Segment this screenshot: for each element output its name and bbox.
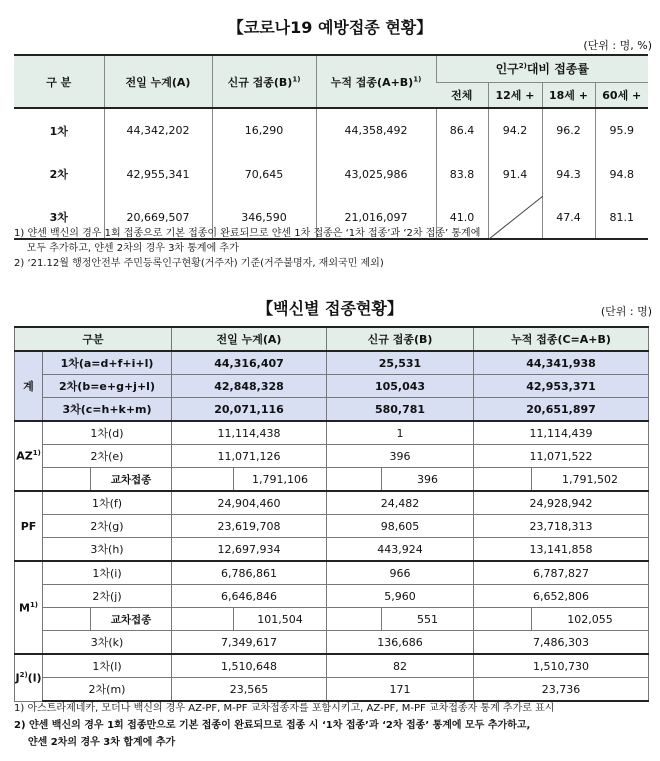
table-row: 3차 20,669,507 346,590 21,016,097 41.0 47.4 81.1 <box>14 196 648 239</box>
footnotes-2: 1) 아스트라제네카, 모더나 백신의 경우 AZ-PF, M-PF 교차접종자를 포함시키고, AZ-PF, M-PF 교차접종자 통계 추가로 표시 2) 얀센 백신의 경우 1회 접종만으로 기본 접종이 완료되므로 접종 시 ‘1차 접종’과 ‘2차 접종’ 통계에 모두 추가하고, 얀센 2차의 경우 3차 합계에 추가 <box>14 703 555 748</box>
header-new: 신규 접종$(B)^{1)}$ <box>212 55 316 108</box>
vaccination-status-table <box>14 54 648 240</box>
header-gubun: 구 분 <box>14 55 104 108</box>
header-prev-total: 전일 누계(A) <box>104 55 212 108</box>
table-row: 2차 42,955,341 70,645 43,025,986 83.8 91.4 94.3 94.8 <box>14 152 648 196</box>
vaccine-breakdown-table: 구분 전일 누계(A) 신규 접종(B) 누적 접종(C=A+B) 계 1차(a=d+f+i+l) 44,316,407 25,531 44,341,938 2차(b=e+g+j+l) 42,848,328 105,043 42,953,371 3차(c=h+k+m) 20,071,116 580,781 20,651,897 AZ$^{1)}$ 1차(d) 11,114,438 1 11,114,439 2차(e) 11,071,126 396 11,071,522 교차접종 1,791,106 396 1,791,502 PF 1차(f) 24,904,460 24,482 24,928,942 2차(g) 23,619,708 98,605 23,718,313 3차(h) 12,697,934 443,924 13,141,858 $M^{1)}$ 1차(i) 6,786,861 966 6,787,827 2차(j) 6,646,846 5,960 6,652,806 교차접종 101,504 551 102,055 3차(k) 7,349,617 136,686 7,486,303 $J^{2)}(l)$ 1차(l) 1,510,648 82 1,510,730 2차(m) 23,565 171 23,736 <box>14 326 649 702</box>
cross-vaccination-label: 교차접종 <box>91 608 172 631</box>
header-all: 전체 <box>436 82 488 108</box>
header-gubun: 구분 <box>15 327 172 351</box>
header-12plus: 12세 + <box>488 82 542 108</box>
header-new: 신규 접종(B) <box>327 327 474 351</box>
vaccine-status-title: 【백신별 접종현황】 <box>257 299 403 318</box>
header-prev-total: 전일 누계(A) <box>172 327 327 351</box>
diagonal-line <box>489 196 543 239</box>
cross-vaccination-label: 교차접종 <box>91 468 172 492</box>
header-cumulative: 누적 접종(C=A+B) <box>474 327 649 351</box>
diagonal-cell <box>488 196 542 239</box>
total-label: 계 <box>15 351 43 421</box>
header-cumulative: 누적 접종$(A+B)^{1)}$ <box>316 55 436 108</box>
header-60plus: 60세 + <box>595 82 648 108</box>
m-label: $M^{1)}$ <box>15 561 43 654</box>
j-label: $J^{2)}(l)$ <box>15 654 43 701</box>
az-label: AZ$^{1)}$ <box>15 421 43 491</box>
footnotes-1: 1) 얀센 백신의 경우 1회 접종으로 기본 접종이 완료되므로 얀센 1차 접종은 ‘1차 접종’과 ‘2차 접종’ 통계에 모두 추가하고, 얀센 2차의 경우 3차 통계에 추가 2) ‘21.12월 행정안전부 주민등록인구현황(거주자) 기준(거주불명자, 재외국민 제외) <box>14 228 481 269</box>
header-pop-ratio: 인구$^{2)}$대비 접종률 <box>436 55 648 82</box>
header-18plus: 18세 + <box>542 82 595 108</box>
vaccination-status-title: 【코로나19 예방접종 현황】 <box>227 18 433 37</box>
unit-label: (단위 : 명) <box>600 305 652 318</box>
table-row: 1차 44,342,202 16,290 44,358,492 86.4 94.2 96.2 95.9 <box>14 108 648 152</box>
pf-label: PF <box>15 491 43 561</box>
unit-label: (단위 : 명, %) <box>583 39 652 52</box>
